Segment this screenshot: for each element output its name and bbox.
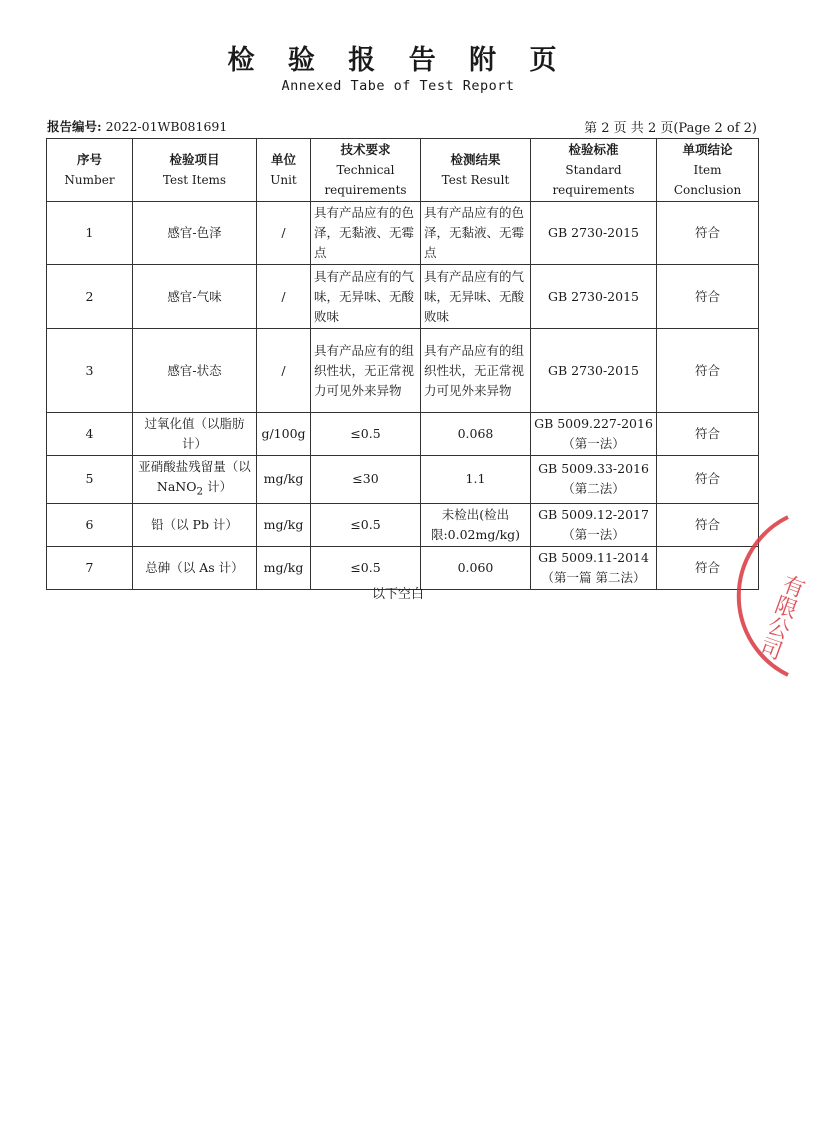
cell-conclusion: 符合 (657, 265, 759, 329)
header-number: 序号 Number (47, 139, 133, 202)
cell-conclusion: 符合 (657, 329, 759, 413)
page-subtitle: Annexed Tabe of Test Report (281, 78, 515, 94)
table-row (47, 413, 759, 456)
cell-unit: mg/kg (257, 456, 311, 504)
header-conclusion: 单项结论 Item Conclusion (657, 139, 759, 202)
cell-result: 1.1 (421, 456, 531, 504)
cell-standard: GB 5009.33-2016（第二法） (531, 456, 657, 504)
table-row (47, 265, 759, 329)
cell-requirement: ≤0.5 (311, 546, 421, 589)
table-row (47, 456, 759, 504)
cell-result: 0.068 (421, 413, 531, 456)
cell-standard: GB 2730-2015 (531, 265, 657, 329)
cell-conclusion: 符合 (657, 503, 759, 546)
header-test-items: 检验项目 Test Items (133, 139, 257, 202)
cell-standard: GB 2730-2015 (531, 202, 657, 265)
cell-standard: GB 5009.227-2016（第一法） (531, 413, 657, 456)
cell-standard: GB 2730-2015 (531, 329, 657, 413)
cell-number: 1 (47, 202, 133, 265)
cell-requirement: 具有产品应有的气味，无异味、无酸败味 (311, 265, 421, 329)
cell-test-item: 感官-色泽 (133, 202, 257, 265)
cell-conclusion: 符合 (657, 202, 759, 265)
cell-test-item: 总砷（以 As 计） (133, 546, 257, 589)
cell-test-item: 过氧化值（以脂肪计） (133, 413, 257, 456)
cell-conclusion: 符合 (657, 456, 759, 504)
cell-conclusion: 符合 (657, 413, 759, 456)
cell-standard: GB 5009.11-2014（第一篇 第二法） (531, 546, 657, 589)
table-header-row (47, 139, 759, 202)
table-row (47, 329, 759, 413)
cell-result: 具有产品应有的色泽，无黏液、无霉点 (421, 202, 531, 265)
cell-number: 5 (47, 456, 133, 504)
cell-requirement: 具有产品应有的组织性状，无正常视力可见外来异物 (311, 329, 421, 413)
cell-result: 具有产品应有的组织性状，无正常视力可见外来异物 (421, 329, 531, 413)
header-unit: 单位 Unit (257, 139, 311, 202)
cell-requirement: ≤0.5 (311, 503, 421, 546)
cell-requirement: ≤30 (311, 456, 421, 504)
cell-unit: g/100g (257, 413, 311, 456)
cell-result: 0.060 (421, 546, 531, 589)
cell-number: 3 (47, 329, 133, 413)
report-number (47, 117, 227, 135)
page-info: 第 2 页 共 2 页(Page 2 of 2) (584, 121, 757, 136)
cell-number: 4 (47, 413, 133, 456)
cell-unit: mg/kg (257, 546, 311, 589)
cell-test-item: 铅（以 Pb 计） (133, 503, 257, 546)
cell-unit: mg/kg (257, 503, 311, 546)
header-standard: 检验标准 Standard requirements (531, 139, 657, 202)
table-row (47, 503, 759, 546)
cell-standard: GB 5009.12-2017（第一法） (531, 503, 657, 546)
seal-text: 有限公司 (754, 570, 808, 662)
cell-requirement: ≤0.5 (311, 413, 421, 456)
cell-test-item: 感官-状态 (133, 329, 257, 413)
page-title: 检 验 报 告 附 页 (227, 45, 569, 76)
table-row (47, 202, 759, 265)
report-number-value: 2022-01WB081691 (105, 119, 228, 134)
cell-result: 具有产品应有的气味，无异味、无酸败味 (421, 265, 531, 329)
header-test-result: 检测结果 Test Result (421, 139, 531, 202)
cell-requirement: 具有产品应有的色泽，无黏液、无霉点 (311, 202, 421, 265)
cell-number: 7 (47, 546, 133, 589)
blank-below-note: 以下空白 (371, 587, 424, 602)
cell-unit: / (257, 202, 311, 265)
cell-unit: / (257, 329, 311, 413)
cell-unit: / (257, 265, 311, 329)
cell-number: 2 (47, 265, 133, 329)
cell-conclusion: 符合 (657, 546, 759, 589)
header-technical-requirements: 技术要求 Technical requirements (311, 139, 421, 202)
report-number-label: 报告编号: (47, 119, 102, 134)
cell-number: 6 (47, 503, 133, 546)
test-results-table (46, 138, 759, 590)
cell-test-item: 感官-气味 (133, 265, 257, 329)
cell-result: 未检出(检出限:0.02mg/kg) (421, 503, 531, 546)
company-seal-stamp (748, 505, 828, 685)
cell-test-item: 亚硝酸盐残留量（以 NaNO$_2$ 计） (133, 456, 257, 504)
